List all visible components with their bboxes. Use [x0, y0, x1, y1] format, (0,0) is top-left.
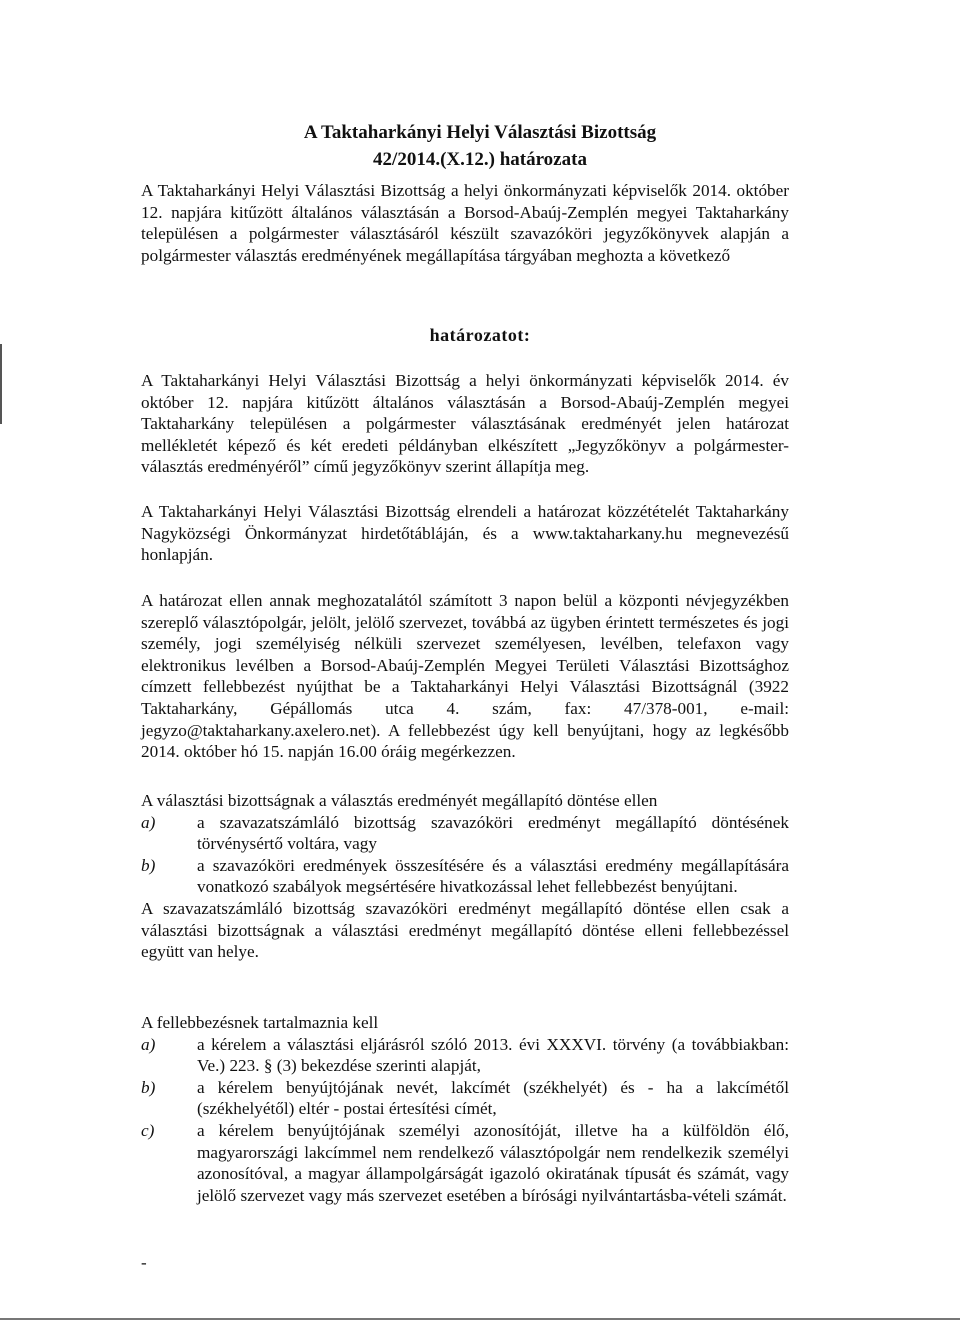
grounds-item [141, 812, 789, 855]
grounds-item-label: a) [141, 812, 156, 832]
grounds-section [141, 790, 789, 963]
appeal-paragraph: A határozat ellen annak meghozatalától számított 3 napon belül a központi névjegyzékben szereplő választópolgár, jelölt, jelölő szervezet, továbbá az ügyben érintett természetes és jogi személy, jogi személyiség nélküli szervezet személyesen, levélben, telefaxon vagy elektronikus levélben a Borsod-Abaúj-Zemplén Megyei Területi Választási Bizottsághoz címzett fellebbezést nyújthat be a Taktaharkányi Helyi Választási Bizottságnál (3922 Taktaharkány, Gépállomás utca 4. szám, fax: 47/378-001, e-mail: jegyzo@taktaharkany.axelero.net). A fellebbezést úgy kell benyújtani, hogy az legkésőbb 2014. október hó 15. napján 16.00 óráig megérkezzen. [141, 591, 789, 762]
footer-dash: - [141, 1253, 147, 1272]
resolution-number: 42/2014.(X.12.) határozata [373, 149, 587, 170]
decision-heading: határozatot: [429, 325, 531, 345]
grounds-note: A szavazatszámláló bizottság szavazóköri eredményt megállapító döntése ellen csak a választási bizottságnak a választási eredményt megállapító döntése elleni fellebbezéssel együtt van helye. [141, 898, 789, 962]
content-item-text: a kérelem benyújtójának személyi azonosítóját, illetve ha a külföldön élő, magyarországi lakcímmel nem rendelkező választópolgár nem rendelkezik személyi azonosítóval, a magyar állampolgárságát igazoló okiratának típusát és számát, vagy jelölő szervezet vagy más szervezet esetében a bírósági nyilvántartásba-vételi számát. [197, 1120, 789, 1205]
content-item [141, 1034, 789, 1077]
content-item-text: a kérelem benyújtójának nevét, lakcímét (székhelyét) és - ha a lakcímétől (székhelyétől) eltér - postai értesítési címét, [197, 1077, 789, 1119]
content-item [141, 1120, 789, 1206]
content-item-label: b) [141, 1077, 156, 1097]
scan-bottom-edge [0, 1318, 960, 1320]
publication-paragraph: A Taktaharkányi Helyi Választási Bizottság elrendeli a határozat közzétételét Taktaharkány Nagyközségi Önkormányzat hirdetőtábláján, és a www.taktaharkany.hu megnevezésű honlapján. [141, 502, 789, 565]
grounds-item-text: a szavazatszámláló bizottság szavazóköri eredményt megállapító döntésének törvénysértő voltára, vagy [197, 812, 789, 854]
content-item-label: c) [141, 1120, 155, 1140]
intro-paragraph: A Taktaharkányi Helyi Választási Bizottság a helyi önkormányzati képviselők 2014. október 12. napjára kitűzött általános választásán a Borsod-Abaúj-Zemplén megyei Taktaharkány településen a polgármester választásáról készült szavazóköri jegyzőkönyvek alapján a polgármester választás eredményének megállapítása tárgyában meghozta a következő [141, 181, 789, 265]
grounds-item [141, 855, 789, 898]
grounds-item-label: b) [141, 855, 156, 875]
content-intro: A fellebbezésnek tartalmaznia kell [141, 1013, 379, 1032]
content-item-label: a) [141, 1034, 156, 1054]
content-item-text: a kérelem a választási eljárásról szóló 2013. évi XXXVI. törvény (a továbbiakban: Ve.) 223. § (3) bekezdése szerinti alapját, [197, 1034, 789, 1076]
grounds-item-text: a szavazóköri eredmények összesítésére és a választási eredmény megállapítására vonatkozó szabályok megsértésére hivatkozással lehet fellebbezést benyújtani. [197, 855, 789, 897]
content-section [141, 1012, 789, 1206]
grounds-intro: A választási bizottságnak a választás eredményét megállapító döntése ellen [141, 791, 658, 810]
decision-paragraph: A Taktaharkányi Helyi Választási Bizottság a helyi önkormányzati képviselők 2014. év október 12. napjára kitűzött általános választásán a Borsod-Abaúj-Zemplén megyei Taktaharkány településen a polgármester választásának eredményét jelen határozat mellékletét képező és két eredeti példányban elkészített „Jegyzőkönyv a polgármester-választás eredményéről” című jegyzőkönyv szerint állapítja meg. [141, 371, 789, 477]
document-title: A Taktaharkányi Helyi Választási Bizottság [303, 122, 657, 143]
scan-edge-mark [0, 344, 2, 424]
content-item [141, 1077, 789, 1120]
